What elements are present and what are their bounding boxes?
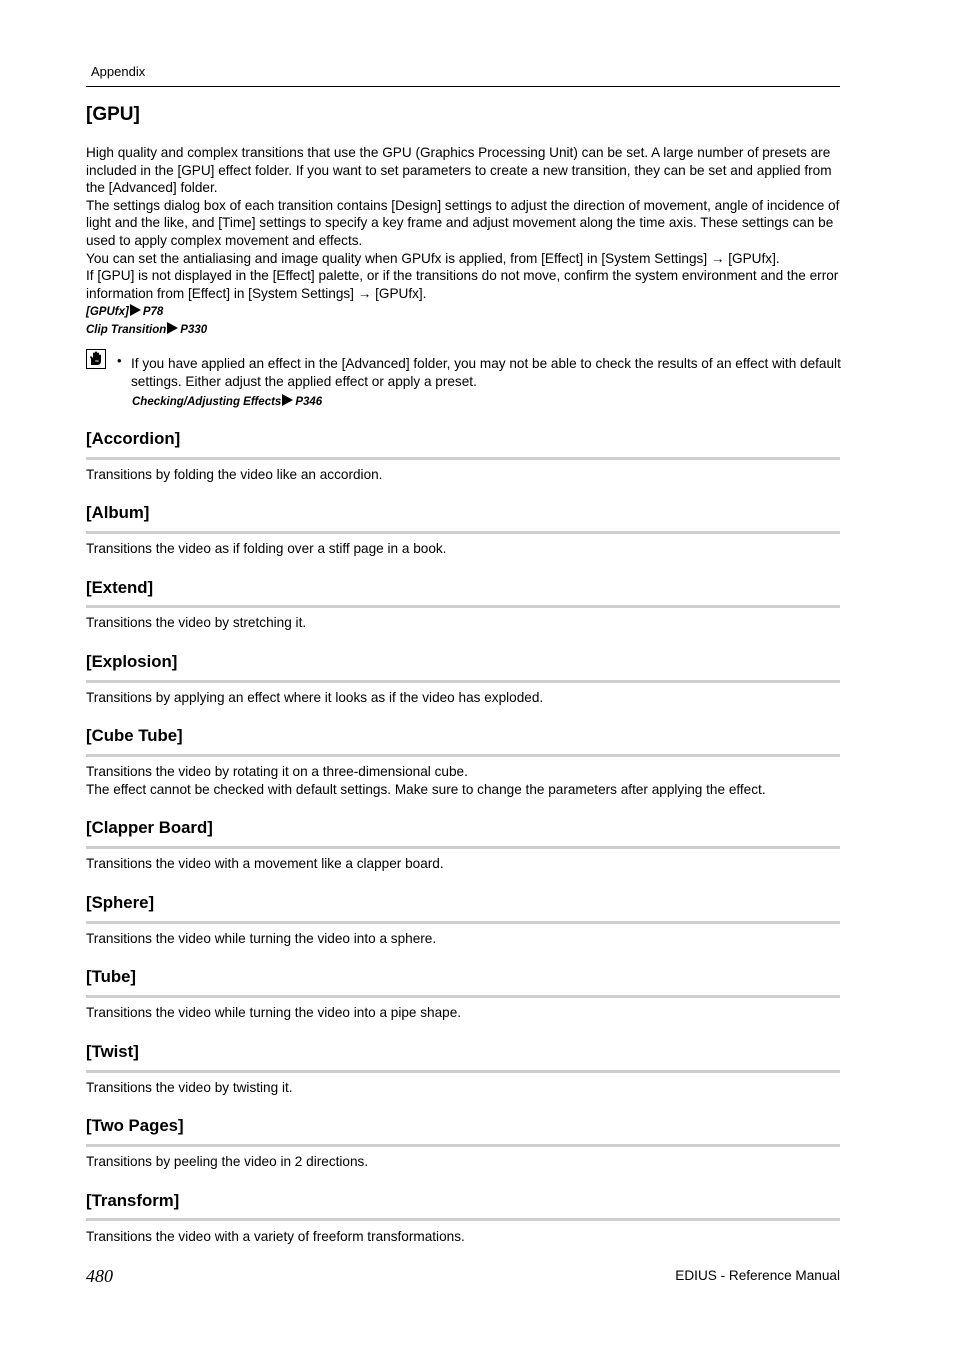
section-rule [86, 995, 840, 998]
section-desc-explosion [86, 689, 840, 707]
section-desc-album [86, 540, 840, 558]
section-title-transform: [Transform] [86, 1191, 180, 1210]
section-rule [86, 1070, 840, 1073]
section-desc-line: Transitions the video while turning the video into a pipe shape. [86, 1005, 462, 1020]
section-desc-line: The effect cannot be checked with default settings. Make sure to change the parameters after applying the effect. [86, 782, 766, 797]
section-desc-line: Transitions the video by twisting it. [86, 1080, 293, 1095]
xref-page: P78 [142, 306, 164, 318]
section-desc-extend [86, 614, 840, 632]
section-rule [86, 457, 840, 460]
page-number: 480 [86, 1266, 113, 1286]
section-desc-line: Transitions by peeling the video in 2 directions. [86, 1154, 369, 1169]
xref-page: P346 [295, 396, 323, 408]
intro-paragraph: The settings dialog box of each transition contains [Design] settings to adjust the direction of movement, angle of incidence of light and the like, and [Time] settings to specify a key frame and adjust movement along the time axis. These settings can be used to apply complex movement and effects. [86, 197, 840, 248]
xref-label: Clip Transition [86, 324, 167, 336]
section-rule [86, 531, 840, 534]
footer-manual-title: EDIUS - Reference Manual [675, 1268, 840, 1283]
section-title-two-pages: [Two Pages] [86, 1116, 184, 1135]
section-desc-sphere [86, 930, 840, 948]
page-title: [GPU] [86, 104, 140, 125]
section-title-accordion: [Accordion] [86, 429, 181, 448]
section-desc-line: Transitions the video by stretching it. [86, 615, 307, 630]
xref-page: P330 [180, 324, 208, 336]
section-title-clapper-board: [Clapper Board] [86, 818, 213, 837]
arrow-right-icon [282, 394, 293, 406]
section-desc-line: Transitions by folding the video like an accordion. [86, 467, 383, 482]
arrow-right-icon [167, 322, 178, 334]
section-desc-line: Transitions by applying an effect where it looks as if the video has exploded. [86, 690, 544, 705]
xref-checking-effects-link[interactable] [132, 394, 322, 408]
section-title-cube-tube: [Cube Tube] [86, 726, 183, 745]
section-rule [86, 846, 840, 849]
section-title-album: [Album] [86, 503, 150, 522]
section-title-twist: [Twist] [86, 1042, 139, 1061]
section-desc-line: Transitions the video while turning the video into a sphere. [86, 931, 437, 946]
section-title-sphere: [Sphere] [86, 893, 155, 912]
section-title-tube: [Tube] [86, 967, 137, 986]
intro-paragraph: You can set the antialiasing and image quality when GPUfx is applied, from [Effect] in [System Settings] → [GPUfx]. [86, 250, 780, 266]
header-label: Appendix [91, 64, 146, 79]
note-text: If you have applied an effect in the [Advanced] folder, you may not be able to check the results of an effect with default settings. Either adjust the applied effect or apply a preset. [131, 356, 841, 389]
section-desc-twist [86, 1079, 840, 1097]
xref-clip-transition-link[interactable] [86, 322, 207, 336]
section-rule [86, 921, 840, 924]
section-desc-line: Transitions the video with a movement like a clapper board. [86, 856, 444, 871]
section-rule [86, 754, 840, 757]
section-desc-tube [86, 1004, 840, 1022]
note-bullet: • [117, 353, 122, 368]
intro-text [86, 144, 840, 302]
section-desc-line: Transitions the video by rotating it on a three-dimensional cube. [86, 764, 468, 779]
note-hand-icon [86, 349, 106, 369]
xref-label: Checking/Adjusting Effects [132, 396, 282, 408]
header-rule [86, 86, 840, 87]
section-desc-cube-tube [86, 763, 840, 799]
section-title-extend: [Extend] [86, 578, 154, 597]
section-title-explosion: [Explosion] [86, 652, 178, 671]
section-rule [86, 605, 840, 608]
section-rule [86, 1218, 840, 1221]
section-desc-line: Transitions the video as if folding over a stiff page in a book. [86, 541, 447, 556]
section-desc-two-pages [86, 1153, 840, 1171]
intro-paragraph: High quality and complex transitions that use the GPU (Graphics Processing Unit) can be set. A large number of presets are included in the [GPU] effect folder. If you want to set parameters to create a new transition, they can be set and applied from the [Advanced] folder. [86, 145, 832, 196]
section-desc-transform [86, 1228, 840, 1246]
section-desc-clapper-board [86, 855, 840, 873]
xref-gpufx-link[interactable] [86, 304, 163, 318]
intro-paragraph: If [GPU] is not displayed in the [Effect] palette, or if the transitions do not move, confirm the system environment and the error information from [Effect] in [System Settings] → [GPUfx]. [86, 268, 839, 301]
xref-label: [GPUfx] [86, 306, 129, 318]
section-rule [86, 1144, 840, 1147]
section-desc-accordion [86, 466, 840, 484]
arrow-right-icon [130, 304, 141, 316]
section-desc-line: Transitions the video with a variety of freeform transformations. [86, 1229, 465, 1244]
section-rule [86, 680, 840, 683]
